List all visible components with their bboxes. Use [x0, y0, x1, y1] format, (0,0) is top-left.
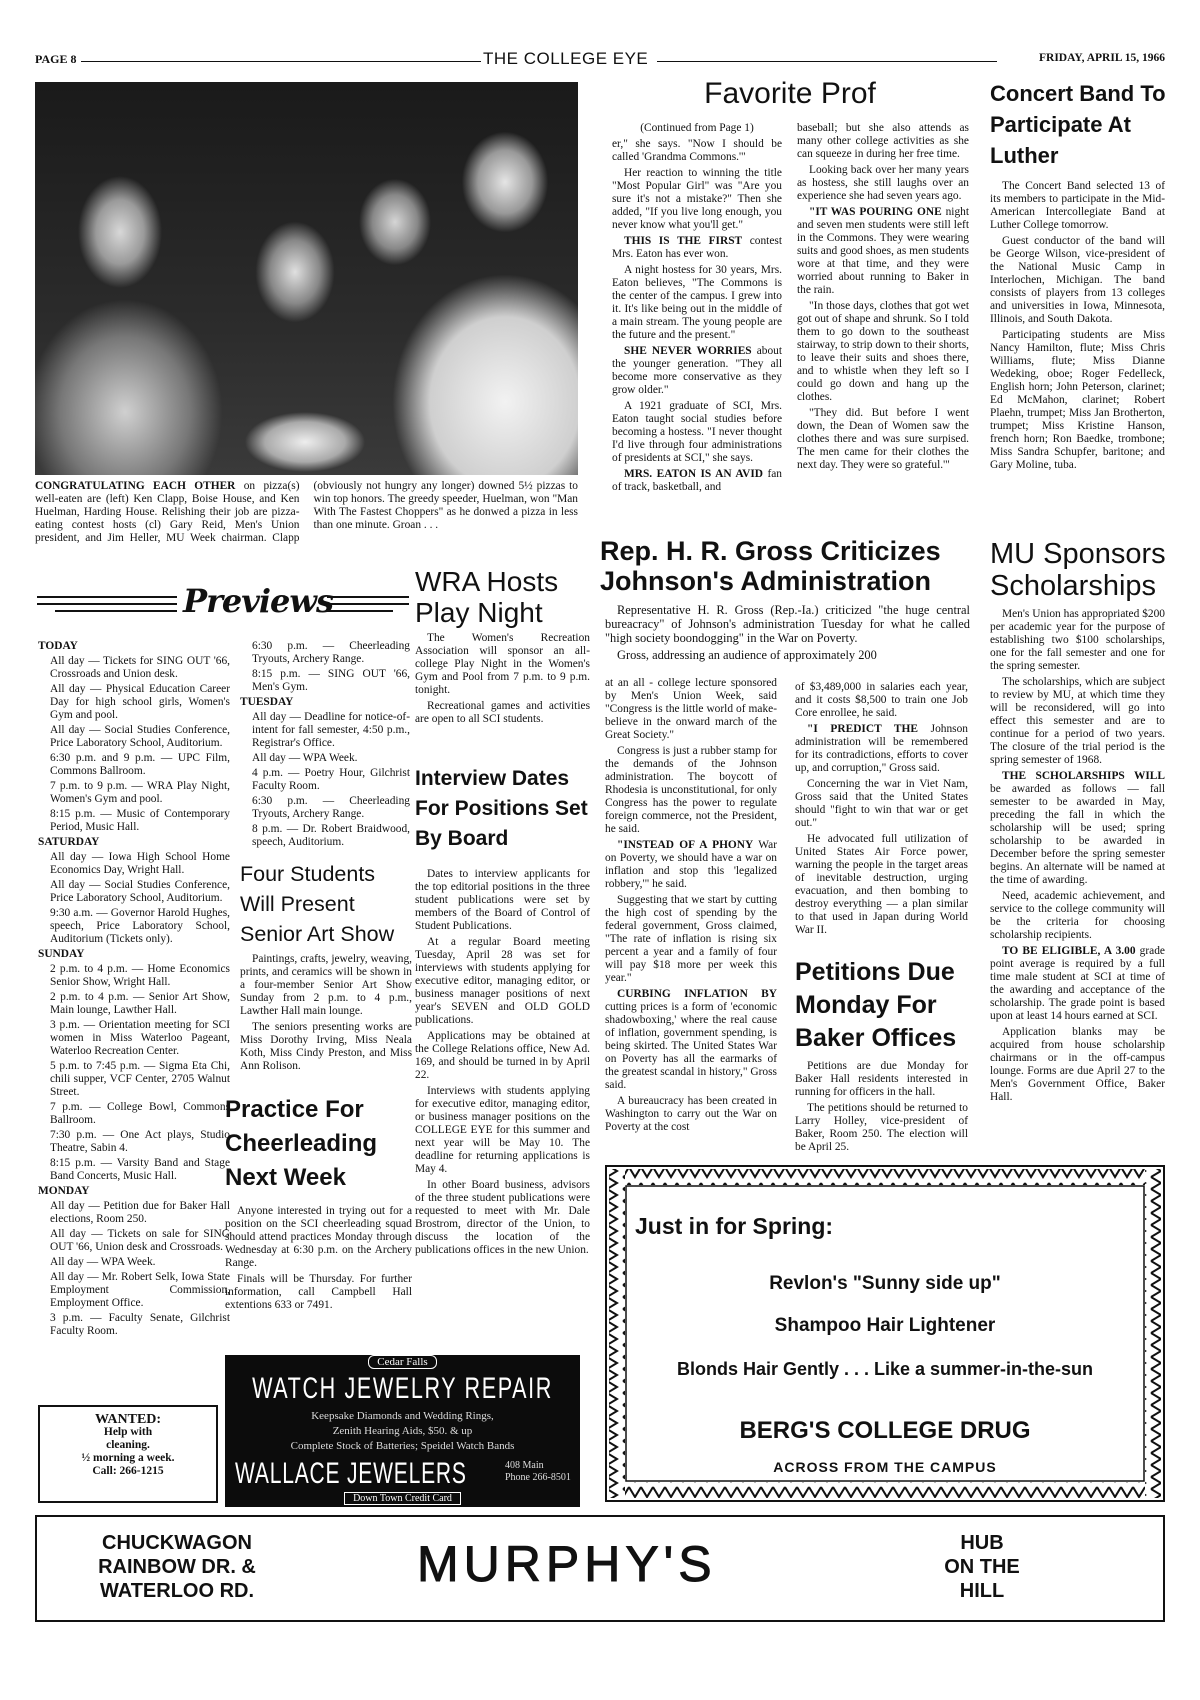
paragraph-text: A night hostess for 30 years, Mrs. Eaton believes, "The Commons is the center of the campus. I grew into it. It's like being out in the middle of a main stream. The young people are the future and the present." — [612, 264, 782, 341]
wanted-line: cleaning. — [106, 1439, 150, 1451]
paragraph — [795, 1102, 968, 1154]
preview-event: 2 p.m. to 4 p.m. — Senior Art Show, Main lounge, Lawther Hall. — [50, 991, 230, 1016]
paragraph-text: fan of track, basketball, and — [612, 468, 782, 493]
preview-event: 3 p.m. — Faculty Senate, Gilchrist Faculty Room. — [50, 1312, 230, 1337]
paragraph-text: "In those days, clothes that got wet got out of shape and shrunk. So I told them to go down to the southeast stairway, to strip down to their shorts, to leave their suits and shoes there, and to whistle when they left so I could go down and hang up the clothes. — [797, 300, 969, 403]
preview-day: MONDAY — [38, 1185, 90, 1197]
store-phone: Phone 266-8501 — [505, 1472, 571, 1483]
interviews-body — [415, 868, 590, 1260]
paragraph-text: Interviews with students applying for executive editor, managing editor, or business manager positions on the COLLEGE EYE for this summer and next year will be May 10. The deadline for returning applications is May 4. — [415, 1085, 590, 1175]
paragraph-text: In other Board business, advisors of the three student publications were requested to meet with Mr. Dale Brostrom, director of the Union, to discuss the location of the publications offices in the new Union. — [415, 1179, 590, 1256]
preview-event: All day — WPA Week. — [50, 1256, 156, 1268]
paragraph — [415, 1030, 590, 1082]
paragraph — [35, 480, 578, 545]
lead-in: THIS IS THE FIRST — [624, 235, 743, 247]
paragraph-text: Suggesting that we start by cutting the high cost of spending by the federal government, Gross claimed, "The rate of inflation is rising six percent a year and a family of four will pay $18 more per week this year." — [605, 894, 777, 984]
paragraph — [990, 945, 1165, 1023]
ad-slogan-line: HUB — [960, 1532, 1004, 1554]
page-number: PAGE 8 — [35, 52, 77, 66]
wanted-line: Help with — [103, 1426, 153, 1438]
store-address: 408 Main — [505, 1460, 544, 1471]
paragraph — [415, 1179, 590, 1257]
paragraph-text: Johnson administration will be remembered for its contradictions, efforts to cover up, and corruption," Gross said. — [795, 723, 968, 774]
preview-event: 8:15 p.m. — SING OUT '66, Men's Gym. — [252, 668, 410, 693]
issue-date: FRIDAY, APRIL 15, 1966 — [1039, 52, 1165, 64]
paragraph-text: er," she says. "Now I should be called 'Grandma Commons.'" — [612, 138, 782, 163]
paragraph — [225, 1205, 412, 1270]
paragraph — [990, 235, 1165, 326]
cheerleading-body — [225, 1205, 412, 1315]
paragraph — [797, 164, 969, 203]
lead-in: "INSTEAD OF A PHONY — [617, 839, 754, 851]
petitions-body — [795, 1060, 968, 1157]
paragraph — [795, 723, 968, 775]
gross-col2 — [795, 681, 968, 940]
preview-event: 9:30 a.m. — Governor Harold Hughes, speech, Price Laboratory School, Auditorium (Tickets only). — [50, 907, 230, 945]
favorite-prof-col1 — [612, 122, 782, 497]
preview-event: 7:30 p.m. — One Act plays, Studio Theatre, Sabin 4. — [50, 1129, 230, 1154]
paragraph-text: A 1921 graduate of SCI, Mrs. Eaton taught social studies before becoming a hostess. "I never thought I'd live through four administrations of presidents at SCI," she says. — [612, 400, 782, 464]
paragraph-text: Need, academic achievement, and service to the college community will be the criteria for choosing scholarship recipients. — [990, 890, 1165, 941]
paragraph — [990, 676, 1165, 767]
paragraph — [605, 648, 970, 662]
preview-day: TUESDAY — [240, 696, 294, 708]
preview-day: TODAY — [38, 640, 78, 652]
paragraph — [415, 868, 590, 933]
preview-event: All day — WPA Week. — [252, 752, 358, 764]
ad-slogan-line: ON THE — [944, 1556, 1020, 1578]
store-name: BERG'S COLLEGE DRUG — [739, 1417, 1031, 1444]
paragraph-text: Concerning the war in Viet Nam, Gross said that the United States should "fight to win that war or get out." — [795, 778, 968, 829]
headline-wra: WRA Hosts Play Night — [415, 566, 559, 628]
ad-city: Cedar Falls — [368, 1355, 436, 1369]
murphys-ad — [35, 1515, 1165, 1622]
paragraph-text: Anyone interested in trying out for a position on the SCI cheerleading squad should attend practices Monday through Wednesday at 6:30 p.m. on the Archery Range. — [225, 1205, 412, 1269]
paragraph — [415, 1085, 590, 1176]
preview-event: 6:30 p.m. — Cheerleading Tryouts, Archery Range. — [252, 640, 410, 665]
paragraph — [990, 180, 1165, 232]
paragraph — [612, 167, 782, 232]
paragraph-text: baseball; but she also attends as many other college activities as she can squeeze in during her free time. — [797, 122, 969, 160]
headline-mu-scholarships: MU Sponsors Scholarships — [990, 538, 1166, 602]
ad-location-line: WATERLOO RD. — [99, 1580, 255, 1602]
lead-in: SHE NEVER WORRIES — [624, 345, 752, 357]
paragraph-text: at an all - college lecture sponsored by Men's Union Week, said "Congress is the little world of make-believe in the onward march of the Great Society." — [605, 677, 777, 741]
previews-logo — [35, 582, 410, 624]
store-name: WALLACE JEWELERS — [235, 1456, 467, 1490]
ad-location-line: CHUCKWAGON — [102, 1532, 252, 1554]
preview-event: 8:15 p.m. — Music of Contemporary Period, Music Hall. — [50, 808, 230, 833]
paragraph-text: Guest conductor of the band will be George Wilson, vice-president of the National Music Camp in Interlochen, Michigan. The band consists of players from 13 colleges and universities in Iowa, Minnesota, Illinois, and South Dakota. — [990, 235, 1165, 325]
paragraph — [990, 890, 1165, 942]
paragraph — [612, 122, 782, 135]
preview-event: All day — Tickets for SING OUT '66, Crossroads and Union desk. — [50, 655, 230, 680]
preview-event: All day — Petition due for Baker Hall elections, Room 250. — [50, 1200, 230, 1225]
lead-in: CONGRATULATING EACH OTHER — [35, 480, 236, 492]
paragraph-text: The petitions should be returned to Larry Holley, vice-president of Baker, Room 250. The election will be April 25. — [795, 1102, 968, 1153]
preview-event: All day — Social Studies Conference, Price Laboratory School, Auditorium. — [50, 724, 230, 749]
ad-tagline: Blonds Hair Gently . . . Like a summer-in-the-sun — [676, 1359, 1094, 1379]
paragraph-text: Participating students are Miss Nancy Hamilton, flute; Miss Chris Williams, flute; Miss Dianne Wedeking, oboe; Roger Fedelleck, English horn; John Peterson, clarinet; Ed McMahon, clarinet; Robert Plaehn, trumpet; Miss Jan Brotherton, trumpet; Miss Kristine Hanson, french horn; Ron Baedke, trombone; Miss Sandra Schupfer, baritone; and Gary Moline, tuba. — [990, 329, 1165, 471]
lead-in: CURBING INFLATION BY — [617, 988, 777, 1000]
paragraph-text: Her reaction to winning the title "Most Popular Girl" was "Are you sure it's not a mistake?" Then she added, "If you live long enough, you never know what you'll get." — [612, 167, 782, 231]
paragraph-text: Application blanks may be acquired from house scholarship chairmans or in the off-campus lounge. Forms are due April 27 to the Men's Government Office, Baker Hall. — [990, 1026, 1165, 1103]
paragraph-text: Men's Union has appropriated $200 per academic year for the purpose of establishing two $100 scholarships, one for the fall semester and one for the spring semester. — [990, 608, 1165, 672]
paragraph — [240, 1021, 412, 1073]
preview-event: 2 p.m. to 4 p.m. — Home Economics Senior Show, Wright Hall. — [50, 963, 230, 988]
pizza-contest-photo — [35, 82, 578, 475]
concert-band-body — [990, 180, 1165, 475]
paragraph-text: cutting prices is a form of 'economic shadowboxing,' where the real cause of inflation, government spending, is being skirted. The United States War on Poverty has all the earmarks of the greatest scandal in history," Gross said. — [605, 1001, 777, 1091]
rule — [657, 61, 997, 62]
paragraph-text: Recreational games and activities are open to all SCI students. — [415, 700, 590, 725]
preview-event: 4 p.m. — Poetry Hour, Gilchrist Faculty Room. — [252, 767, 410, 792]
paragraph-text: Congress is just a rubber stamp for the demands of the Johnson administration. The boycott of Rhodesia is unconstitutional, for only Congress has the power to regulate foreign commerce, not the President, he said. — [605, 745, 777, 835]
paragraph — [612, 345, 782, 397]
paragraph — [612, 264, 782, 342]
paragraph — [990, 608, 1165, 673]
headline-petitions: Petitions Due Monday For Baker Offices — [795, 958, 957, 1052]
paragraph-text: Looking back over her many years as hostess, she still laughs over an experience she had seven years ago. — [797, 164, 969, 202]
wallace-jewelers-ad — [225, 1355, 580, 1507]
ad-footer: Down Town Credit Card — [344, 1492, 461, 1505]
headline-gross: Rep. H. R. Gross Criticizes Johnson's Administration — [600, 536, 941, 596]
paragraph-text: contest Mrs. Eaton has ever won. — [612, 235, 782, 260]
rule — [81, 61, 481, 62]
previews-col2 — [240, 640, 410, 851]
wanted-phone: Call: 266-1215 — [92, 1465, 164, 1477]
paragraph — [605, 603, 970, 645]
paragraph — [612, 468, 782, 494]
paragraph-text: Applications may be obtained at the College Relations office, New Ad. 169, and should be turned in by April 22. — [415, 1030, 590, 1081]
wanted-line: ½ morning a week. — [81, 1452, 175, 1464]
lead-in: THE SCHOLARSHIPS WILL — [1002, 770, 1165, 782]
paragraph — [795, 681, 968, 720]
bergs-college-drug-ad — [605, 1165, 1165, 1502]
paragraph — [795, 778, 968, 830]
preview-event: All day — Tickets on sale for SING OUT '66, Union desk and Crossroads. — [50, 1228, 230, 1253]
paragraph — [990, 1026, 1165, 1104]
paragraph-text: of $3,489,000 in salaries each year, and it costs $8,500 to train one Job Core enrollee, he said. — [795, 681, 968, 719]
lead-in: MRS. EATON IS AN AVID — [624, 468, 763, 480]
paragraph-text: Dates to interview applicants for the top editorial positions in the three student publications were set by members of the Board of Control of Student Publications. — [415, 868, 590, 932]
photo-caption — [35, 480, 578, 545]
ad-headline: WATCH JEWELRY REPAIR — [252, 1371, 553, 1405]
preview-event: All day — Iowa High School Home Economics Day, Wright Hall. — [50, 851, 230, 876]
paragraph — [990, 770, 1165, 887]
preview-event: 5 p.m. to 7:45 p.m. — Sigma Eta Chi, chili supper, VCF Center, 2705 Walnut Street. — [50, 1060, 230, 1098]
paragraph-text: Finals will be Thursday. For further information, call Campbell Hall extentions 633 or 7491. — [225, 1273, 412, 1311]
lead-in: TO BE ELIGIBLE, A 3.00 — [1002, 945, 1136, 957]
paragraph — [797, 407, 969, 472]
store-location: ACROSS FROM THE CAMPUS — [773, 1459, 997, 1475]
headline-interviews: Interview Dates For Positions Set By Board — [415, 767, 588, 850]
art-show-body — [240, 953, 412, 1076]
preview-event: 6:30 p.m. — Cheerleading Tryouts, Archery Range. — [252, 795, 410, 820]
preview-event: 7 p.m. — College Bowl, Commons Ballroom. — [50, 1101, 230, 1126]
ad-headline: Just in for Spring: — [635, 1213, 834, 1239]
paragraph — [612, 400, 782, 465]
preview-event: 8 p.m. — Dr. Robert Braidwood, speech, Auditorium. — [252, 823, 410, 848]
paragraph — [990, 329, 1165, 472]
preview-event: 6:30 p.m. and 9 p.m. — UPC Film, Commons Ballroom. — [50, 752, 230, 777]
paragraph — [797, 206, 969, 297]
paragraph-text: Petitions are due Monday for Baker Hall residents interested in running for officers in the hall. — [795, 1060, 968, 1098]
paper-title: THE COLLEGE EYE — [483, 49, 649, 68]
preview-day: SUNDAY — [38, 948, 85, 960]
paragraph-text: Paintings, crafts, jewelry, weaving, prints, and ceramics will be shown in a four-member Senior Art Show Sunday from 2 p.m. to 4 p.m., Lawther Hall main lounge. — [240, 953, 412, 1017]
paragraph-text: be awarded as follows — fall semester to be awarded in May, preceding the fall in which the scholarship will be used; spring scholarship to be awarded in December before the spring semester begins. An alternate will be named at the time of awarding. — [990, 783, 1165, 886]
paragraph — [797, 122, 969, 161]
paragraph — [225, 1273, 412, 1312]
paragraph-text: A bureaucracy has been created in Washington to carry out the War on Poverty at the cost — [605, 1095, 777, 1133]
headline-art-show: Four Students Will Present Senior Art Show — [240, 862, 395, 946]
wanted-ad — [38, 1405, 218, 1503]
mu-scholarships-body — [990, 608, 1165, 1107]
paragraph — [240, 953, 412, 1018]
preview-event: 8:15 p.m. — Varsity Band and Stage Band Concerts, Music Hall. — [50, 1157, 230, 1182]
paragraph — [605, 988, 777, 1092]
paragraph — [605, 1095, 777, 1134]
ad-line: Zenith Hearing Aids, $50. & up — [332, 1425, 473, 1437]
paragraph — [605, 677, 777, 742]
paragraph — [612, 235, 782, 261]
paragraph — [415, 936, 590, 1027]
paragraph-text: Representative H. R. Gross (Rep.-Ia.) criticized "the huge central bureacracy" of Johnson's administration Tuesday for what he called "high society boondogging" in the War on Poverty. — [605, 603, 970, 645]
preview-event: All day — Social Studies Conference, Price Laboratory School, Auditorium. — [50, 879, 230, 904]
wra-body — [415, 632, 590, 729]
paragraph-text: (Continued from Page 1) — [640, 122, 754, 134]
preview-day: SATURDAY — [38, 836, 100, 848]
gross-col1 — [605, 677, 777, 1137]
paragraph-text: He advocated full utilization of United States Air Force power, warning the people in the target areas of inevitable destruction, urging evacuation, and then bombing to destroy everything — a plan similar to that used in Japan during World War II. — [795, 833, 968, 936]
paragraph — [605, 839, 777, 891]
preview-event: All day — Deadline for notice-of-intent for fall semester, 4:50 p.m., Registrar's Office. — [252, 711, 410, 749]
paragraph — [795, 1060, 968, 1099]
preview-event: All day — Physical Education Career Day for high school girls, Women's Gym and pool. — [50, 683, 230, 721]
headline-concert-band: Concert Band To Participate At Luther — [990, 81, 1166, 168]
murphys-name: MURPHY'S — [417, 1536, 717, 1592]
ad-line: Keepsake Diamonds and Wedding Rings, — [311, 1410, 494, 1422]
paragraph-text: The seniors presenting works are Miss Dorothy Irving, Miss Neala Koth, Miss Cindy Preston, and Miss Ann Rolison. — [240, 1021, 412, 1072]
ad-line: Complete Stock of Batteries; Speidel Watch Bands — [290, 1440, 515, 1452]
favorite-prof-col2 — [797, 122, 969, 475]
paragraph — [797, 300, 969, 404]
paragraph-text: on pizza(s) well-eaten are (left) Ken Clapp, Boise House, and Ken Huelman, Harding House. Relishing their job are pizza-eating contest hosts (cl) Gary Reid, Men's Union president, and Jim Heller, MU Week chairman. Clapp (obviously not hungry any longer) downed 5½ pizzas to win top honors. The greedy speeder, Huelman, won "Man With The Fastest Choppers" as he donwed a pizza in less than one minute. Groan . . . — [35, 480, 578, 544]
preview-event: All day — Mr. Robert Selk, Iowa State Employment Commission, Employment Office. — [50, 1271, 230, 1309]
preview-event: 3 p.m. — Orientation meeting for SCI women in Miss Waterloo Pageant, Waterloo Recreation Center. — [50, 1019, 230, 1057]
paragraph — [415, 632, 590, 697]
previews-col1 — [38, 638, 230, 1340]
preview-event: 7 p.m. to 9 p.m. — WRA Play Night, Women's Gym and pool. — [50, 780, 230, 805]
headline-favorite-prof: Favorite Prof — [704, 77, 876, 110]
wanted-title: WANTED: — [94, 1412, 162, 1427]
paragraph-text: The Concert Band selected 13 of its members to participate in the Mid-American Intercollegiate Band at Luther College tomorrow. — [990, 180, 1165, 231]
paragraph — [605, 894, 777, 985]
paragraph — [612, 138, 782, 164]
paragraph-text: "They did. But before I went down, the Dean of Women saw the clothes there and was sure surpised. The men came for their clothes the next day. They were so grateful.'" — [797, 407, 969, 471]
paragraph-text: The Women's Recreation Association will sponsor an all-college Play Night in the Women's Gym and Pool from 7 p.m. to 9 p.m. tonight. — [415, 632, 590, 696]
paragraph-text: grade point average is required by a full time male student at SCI at time of the awarding and acceptance of the scholarship. The grade point is based upon at least 14 hours earned at SCI. — [990, 945, 1165, 1022]
paragraph — [415, 700, 590, 726]
headline-cheerleading: Practice For Cheerleading Next Week — [225, 1096, 378, 1191]
product-name: Revlon's "Sunny side up" — [769, 1273, 1001, 1294]
lead-in: "I PREDICT THE — [807, 723, 918, 735]
lead-in: "IT WAS POURING ONE — [809, 206, 942, 218]
masthead — [35, 49, 1165, 72]
ad-slogan-line: HILL — [959, 1580, 1005, 1602]
paragraph — [795, 833, 968, 937]
ad-location-line: RAINBOW DR. & — [98, 1556, 256, 1578]
previews-title: Previews — [183, 582, 333, 620]
paragraph — [605, 745, 777, 836]
paragraph-text: The scholarships, which are subject to review by MU, at which time they will be reconsidered, will go into effect this semester and are to continue for a period of two years. The closure of the trial period is the spring semester of 1968. — [990, 676, 1165, 766]
paragraph-text: At a regular Board meeting Tuesday, April 28 was set for interviews with students applying for executive editor, managing editor, or business manager positions of next year's SEVEN and OLD GOLD publications. — [415, 936, 590, 1026]
paragraph-text: about the younger generation. "They all become more conservative as they grow older." — [612, 345, 782, 396]
paragraph-text: War on Poverty, we should have a war on inflation and stop this 'legalized robbery,'" he said. — [605, 839, 777, 890]
product-type: Shampoo Hair Lightener — [774, 1315, 996, 1336]
gross-intro — [605, 603, 970, 665]
paragraph-text: Gross, addressing an audience of approximately 200 — [617, 648, 877, 662]
paragraph-text: night and seven men students were still left in the Commons. They were wearing suits and good shoes, as men students wore at that time, and they were worried about running to Baker in the rain. — [797, 206, 970, 296]
